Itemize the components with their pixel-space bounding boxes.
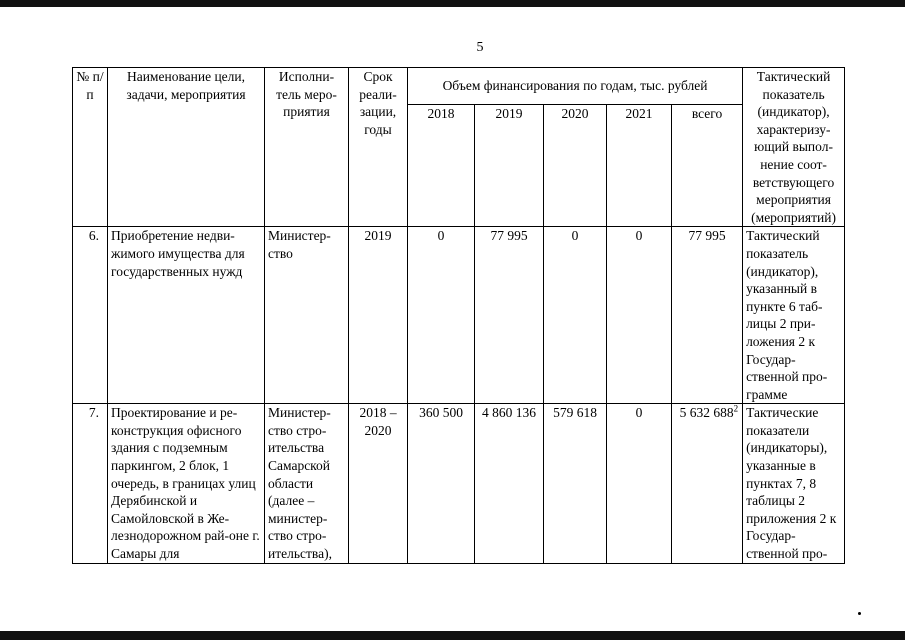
financing-table — [72, 67, 845, 564]
header-term: Срок реали-зации, годы — [349, 68, 408, 227]
row-name: Проектирование и ре-конструкция офисного здания с подземным паркингом, 2 блок, 1 очередь, в границах улиц Дерябинской и Самойловской в Же-лезнодорожном рай-оне г. Самары для — [108, 404, 265, 563]
row-indicator: Тактические показатели (индикаторы), указанные в пунктах 7, 8 таблицы 2 приложения 2 к Государ-ственной про- — [743, 404, 845, 563]
row-value-2020: 0 — [544, 227, 607, 404]
header-year-2018: 2018 — [408, 104, 475, 227]
row-value-2021: 0 — [607, 227, 672, 404]
row-name: Приобретение недви-жимого имущества для государственных нужд — [108, 227, 265, 404]
row-value-2021: 0 — [607, 404, 672, 563]
row-executor: Министер-ство стро-ительства Самарской области (далее – министер-ство стро-ительства), — [265, 404, 349, 563]
row-executor: Министер-ство — [265, 227, 349, 404]
row-total-footnote: 2 — [733, 403, 739, 414]
row-term: 2019 — [349, 227, 408, 404]
row-value-2018: 360 500 — [408, 404, 475, 563]
table-row — [73, 404, 845, 563]
bottom-scan-border — [0, 631, 905, 640]
header-year-2020: 2020 — [544, 104, 607, 227]
row-total-amount: 77 995 — [688, 228, 726, 244]
header-name: Наименование цели, задачи, мероприятия — [108, 68, 265, 227]
header-num: № п/п — [73, 68, 108, 227]
header-indicator: Тактический показатель (индикатор), характеризу-ющий выпол-нение соот-ветствующего мероприятия (мероприятий) — [743, 68, 845, 227]
header-year-2021: 2021 — [607, 104, 672, 227]
row-num: 6. — [73, 227, 108, 404]
row-value-total — [672, 227, 743, 404]
header-executor: Исполни-тель меро-приятия — [265, 68, 349, 227]
row-num: 7. — [73, 404, 108, 563]
page-number: 5 — [476, 40, 484, 55]
row-value-2019: 77 995 — [475, 227, 544, 404]
scan-speck — [858, 612, 861, 615]
row-term: 2018 – 2020 — [349, 404, 408, 563]
header-year-2019: 2019 — [475, 104, 544, 227]
row-value-2019: 4 860 136 — [475, 404, 544, 563]
table-row — [73, 227, 845, 404]
header-total: всего — [672, 104, 743, 227]
top-scan-border — [0, 0, 905, 7]
row-value-total — [672, 404, 743, 563]
header-financing: Объем финансирования по годам, тыс. рублей — [408, 68, 743, 105]
row-value-2018: 0 — [408, 227, 475, 404]
row-indicator: Тактический показатель (индикатор), указанный в пункте 6 таб-лицы 2 при-ложения 2 к Государ-ственной про-грамме — [743, 227, 845, 404]
row-total-amount: 5 632 688 — [679, 405, 734, 421]
row-value-2020: 579 618 — [544, 404, 607, 563]
